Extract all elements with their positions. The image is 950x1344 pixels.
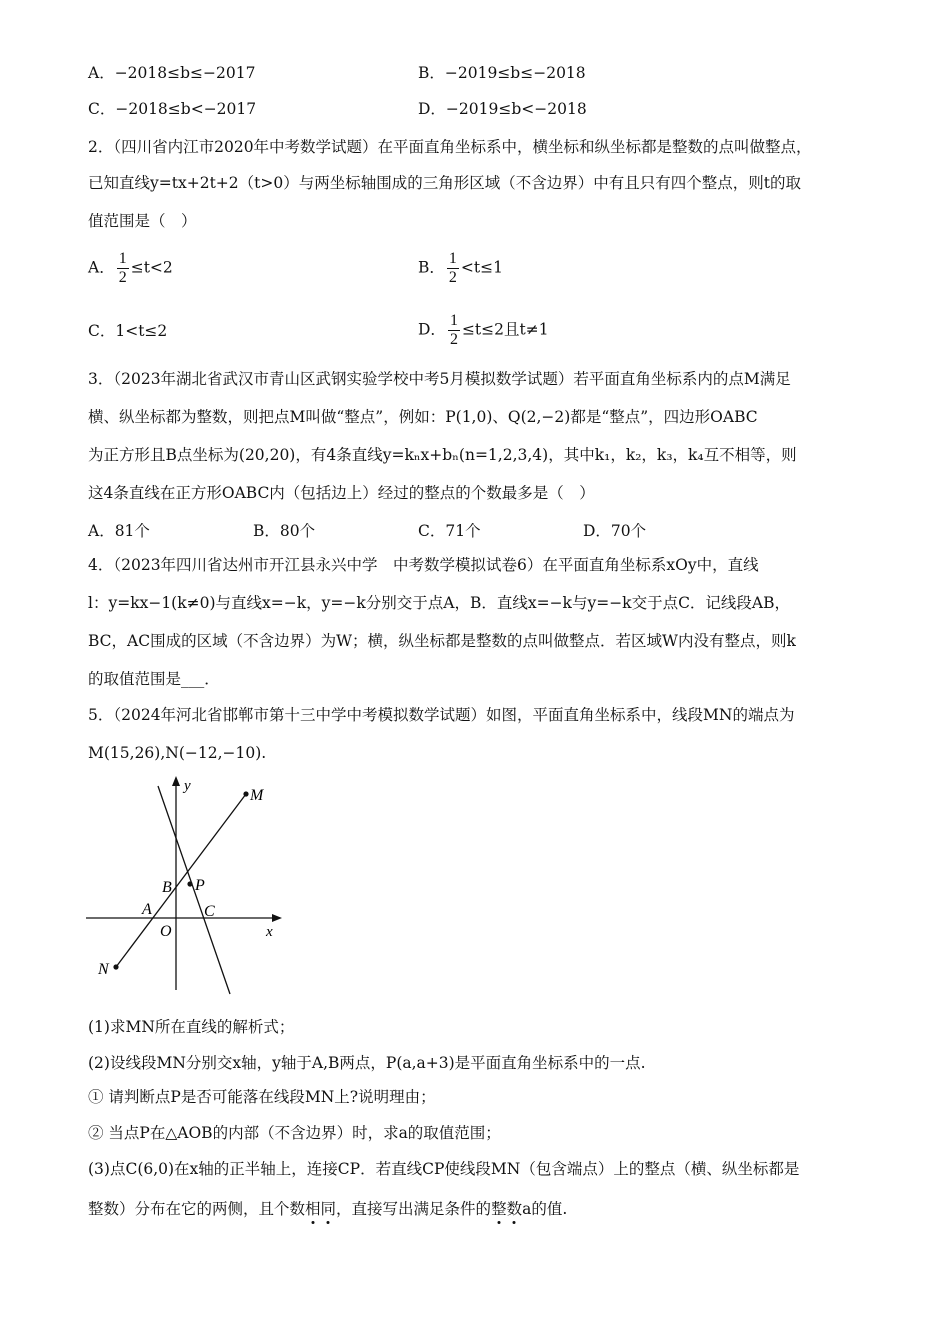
q2-option-d-rest: ≤t≤2且t≠1 xyxy=(461,320,549,339)
q2-line-1: 2．（四川省内江市2020年中考数学试题）在平面直角坐标系中，横坐标和纵坐标都是整数的点叫做整点， xyxy=(88,138,812,156)
label-y: y xyxy=(184,778,191,794)
label-x: x xyxy=(266,924,273,940)
q1-option-a: A．−2018≤b≤−2017 xyxy=(88,64,256,82)
q1-option-b: B．−2019≤b≤−2018 xyxy=(418,64,586,82)
q3-line-2: 横、纵坐标都为整数，则把点M叫做“整点”，例如：P(1,0)、Q(2,−2)都是“整点”，四边形OABC xyxy=(88,408,758,426)
label-a: A xyxy=(142,901,152,918)
emphasis-char: 相 xyxy=(305,1200,321,1218)
q2-option-d-label: D． xyxy=(418,320,446,339)
fraction-denominator: 2 xyxy=(448,269,457,286)
q1-option-d: D．−2019≤b<−2018 xyxy=(418,100,587,118)
x-axis-arrow-icon xyxy=(272,914,282,922)
q3-line-1: 3．（2023年湖北省武汉市青山区武钢实验学校中考5月模拟数学试题）若平面直角坐标系内的点M满足 xyxy=(88,370,791,388)
q5-sub-2a: ① 请判断点P是否可能落在线段MN上?说明理由； xyxy=(88,1088,436,1106)
fraction-numerator: 1 xyxy=(449,312,458,329)
point-m xyxy=(243,791,248,796)
emphasis-char: 数 xyxy=(506,1200,523,1218)
q1-option-c: C．−2018≤b<−2017 xyxy=(88,100,257,118)
point-p xyxy=(187,881,192,886)
q3-option-d: D．70个 xyxy=(583,522,647,540)
label-n: N xyxy=(98,961,109,978)
fraction xyxy=(447,250,459,287)
label-m: M xyxy=(250,787,264,804)
q5-line-2: M(15,26),N(−12,−10). xyxy=(88,744,267,762)
fraction-denominator: 2 xyxy=(449,331,458,348)
text-span: ，直接写出满足条件的 xyxy=(336,1200,492,1218)
q3-option-c: C．71个 xyxy=(418,522,481,540)
q2-option-b-label: B． xyxy=(418,258,445,277)
coordinate-figure xyxy=(80,770,300,995)
q2-line-2: 已知直线y=tx+2t+2（t>0）与两坐标轴围成的三角形区域（不含边界）中有且只有四个整点，则t的取 xyxy=(88,174,801,192)
q3-line-4: 这4条直线在正方形OABC内（包括边上）经过的整点的个数最多是（ ） xyxy=(88,484,595,502)
q5-sub-1: (1)求MN所在直线的解析式； xyxy=(88,1018,295,1036)
q5-sub-2: (2)设线段MN分别交x轴，y轴于A,B两点，P(a,a+3)是平面直角坐标系中的一点. xyxy=(88,1054,646,1072)
point-n xyxy=(113,964,118,969)
q4-line-4: 的取值范围是___． xyxy=(88,670,220,688)
q2-option-a xyxy=(88,250,173,287)
q2-option-a-rest: ≤t<2 xyxy=(130,258,173,277)
q3-line-3: 为正方形且B点坐标为(20,20)，有4条直线y=kₙx+bₙ(n=1,2,3,4)，其中k₁，k₂，k₃，k₄互不相等，则 xyxy=(88,446,797,464)
q5-sub-3b xyxy=(88,1198,567,1220)
q5-sub-2b: ② 当点P在△AOB的内部（不含边界）时，求a的取值范围； xyxy=(88,1124,501,1142)
fraction xyxy=(117,250,129,287)
q2-option-a-label: A． xyxy=(88,258,115,277)
q3-option-b: B．80个 xyxy=(253,522,316,540)
q4-line-2: l：y=kx−1(k≠0)与直线x=−k，y=−k分别交于点A，B．直线x=−k与y=−k交于点C．记线段AB， xyxy=(88,594,791,612)
q4-line-1: 4．（2023年四川省达州市开江县永兴中学 中考数学模拟试卷6）在平面直角坐标系xOy中，直线 xyxy=(88,556,759,574)
q2-option-d xyxy=(418,312,549,349)
text-span: a的值. xyxy=(522,1200,568,1218)
label-c: C xyxy=(204,903,215,920)
q5-line-1: 5．（2024年河北省邯郸市第十三中学中考模拟数学试题）如图，平面直角坐标系中，线段MN的端点为 xyxy=(88,706,795,724)
emphasis-char: 同 xyxy=(320,1200,337,1218)
text-span: 整数）分布在它的两侧，且个数 xyxy=(88,1200,306,1218)
q3-option-a: A．81个 xyxy=(88,522,150,540)
q5-sub-3a: (3)点C(6,0)在x轴的正半轴上，连接CP．若直线CP使线段MN（包含端点）上的整点（横、纵坐标都是 xyxy=(88,1160,800,1178)
fraction xyxy=(448,312,460,349)
segment-mn xyxy=(116,794,246,967)
fraction-numerator: 1 xyxy=(448,250,457,267)
q2-option-c: C．1<t≤2 xyxy=(88,322,168,340)
label-o: O xyxy=(160,923,172,940)
q4-line-3: BC，AC围成的区域（不含边界）为W；横，纵坐标都是整数的点叫做整点．若区域W内没有整点，则k xyxy=(88,632,796,650)
label-b: B xyxy=(162,879,172,896)
fraction-denominator: 2 xyxy=(118,269,127,286)
q2-option-b xyxy=(418,250,503,287)
label-p: P xyxy=(195,877,205,894)
emphasis-char: 整 xyxy=(491,1200,507,1218)
q2-line-3: 值范围是（ ） xyxy=(88,212,197,230)
y-axis-arrow-icon xyxy=(172,776,180,786)
fraction-numerator: 1 xyxy=(118,250,127,267)
q2-option-b-rest: <t≤1 xyxy=(460,258,503,277)
